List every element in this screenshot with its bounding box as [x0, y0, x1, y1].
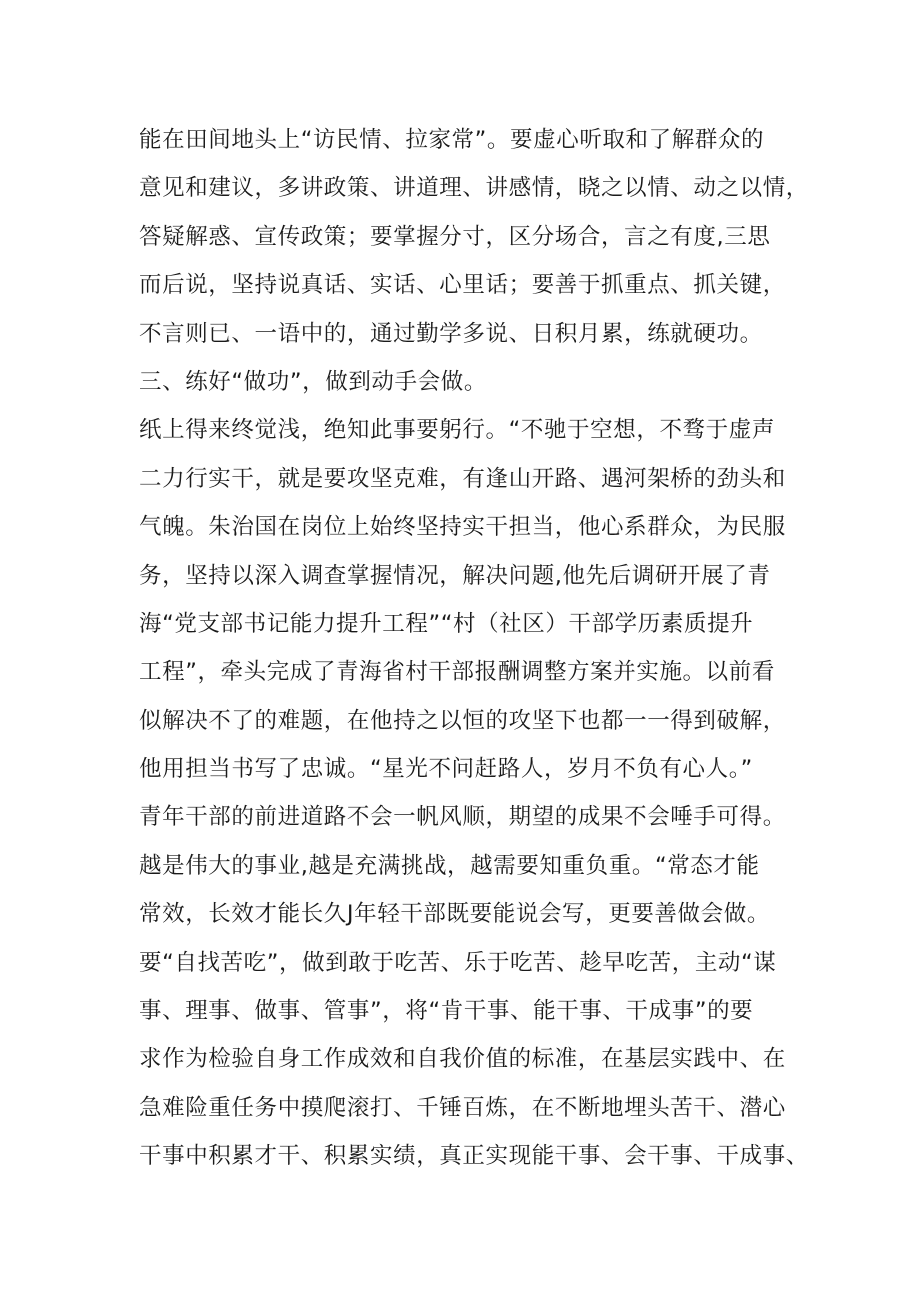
text-line: 答疑解惑、宣传政策；要掌握分寸，区分场合，言之有度,三思: [139, 223, 771, 250]
text-line: 务，坚持以深入调查掌握情况，解决问题,他先后调研开展了青: [139, 562, 771, 589]
text-line: 干事中积累才干、积累实绩，真正实现能干事、会干事、干成事、: [139, 1143, 809, 1170]
text-line: 气魄。朱治国在岗位上始终坚持实干担当，他心系群众，为民服: [139, 514, 786, 541]
body-text: [139, 116, 819, 1181]
text-line: 而后说，坚持说真话、实话、心里话；要善于抓重点、抓关键，: [139, 272, 786, 299]
text-line: 求作为检验自身工作成效和自我价值的标准，在基层实践中、在: [139, 1046, 786, 1073]
text-line: 要“自找苦吃”，做到敢于吃苦、乐于吃苦、趁早吃苦，主动“谋: [139, 949, 777, 976]
text-line: 急难险重任务中摸爬滚打、千锤百炼，在不断地埋头苦干、潜心: [139, 1094, 786, 1121]
text-line: 青年干部的前进道路不会一帆风顺，期望的成果不会唾手可得。: [139, 804, 786, 831]
text-line: 不言则已、一语中的，通过勤学多说、日积月累，练就硬功。: [139, 320, 763, 347]
text-line: 越是伟大的事业,越是充满挑战，越需要知重负重。“常态才能: [139, 852, 760, 879]
text-line: 常效，长效才能长久J年轻干部既要能说会写，更要善做会做。: [139, 901, 770, 928]
text-line: 海“党支部书记能力提升工程”“村（社区）干部学历素质提升: [139, 610, 754, 637]
text-line: 能在田间地头上“访民情、拉家常”。要虚心听取和了解群众的: [139, 127, 765, 153]
text-line: 纸上得来终觉浅，绝知此事要躬行。“不驰于空想，不骛于虚声: [139, 417, 775, 444]
text-line: 似解决不了的难题，在他持之以恒的攻坚下也都一一得到破解，: [139, 707, 786, 734]
text-line: 意见和建议，多讲政策、讲道理、讲感情，晓之以情、动之以情，: [139, 175, 809, 202]
section-heading: 三、练好“做功”，做到动手会做。: [139, 368, 487, 395]
text-line: 二力行实干，就是要攻坚克难，有逢山开路、遇河架桥的劲头和: [139, 465, 786, 492]
text-line: 事、理事、做事、管事”，将“肯干事、能干事、干成事”的要: [139, 998, 754, 1025]
text-line: 他用担当书写了忠诚。“星光不问赶路人，岁月不负有心人。”: [139, 756, 753, 783]
text-line: 工程”，牵头完成了青海省村干部报酬调整方案并实施。以前看: [139, 659, 775, 686]
